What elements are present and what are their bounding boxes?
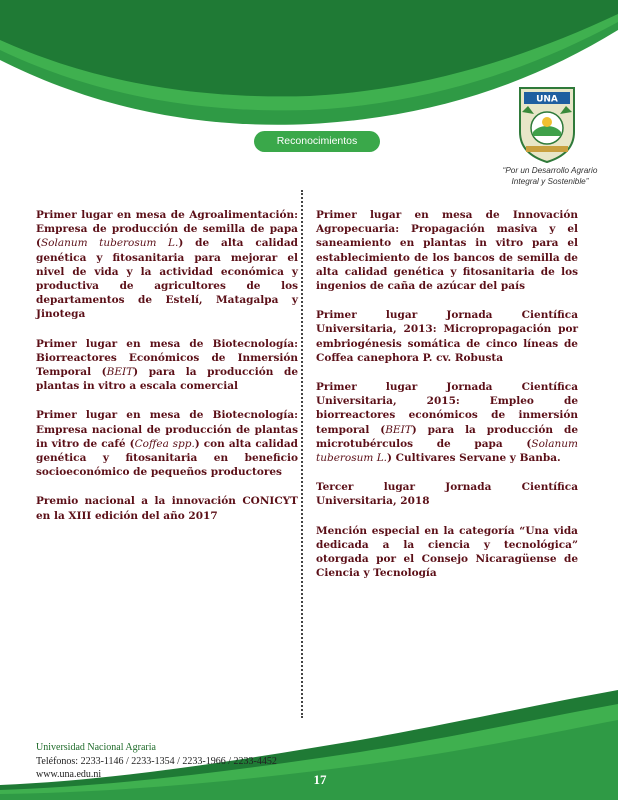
motto (488, 165, 612, 187)
award-item: Primer lugar en mesa de Innovación Agropecuaria: Propagación masiva y el saneamiento en plantas in vitro para el establecimiento de los bancos de semilla de alta calidad genética y fitosanitaria de los ingenios de caña de azúcar del país (316, 209, 578, 293)
award-item: Mención especial en la categoría “Una vida dedicada a la ciencia y tecnológica” otorgada por el Consejo Nicaragüense de Ciencia y Tecnología (316, 524, 578, 580)
motto-line: “Por un Desarrollo Agrario (502, 166, 598, 175)
university-logo (514, 84, 580, 164)
award-item: Primer lugar Jornada Científica Universitaria, 2015: Empleo de biorreactores económicos de inmersión temporal (BEIT) para la producción de microtubérculos de papa (Solanum tuberosum L.) Cultivares Servane y Banba. (316, 381, 579, 465)
footer-university: Universidad Nacional Agraria (36, 742, 156, 753)
svg-text:UNA: UNA (536, 94, 558, 105)
column-divider (301, 190, 303, 718)
page-number: 17 (313, 772, 327, 787)
left-column (36, 208, 298, 538)
footer-website[interactable]: www.una.edu.ni (36, 769, 102, 780)
award-item: Primer lugar en mesa de Agroalimentación: Empresa de producción de semilla de papa (Solanum tuberosum L.) de alta calidad genética y fitosanitaria para mejorar el nivel de vida y la actividad económica y productiva de agricultores de los departamentos de Estelí, Matagalpa y Jinotega (36, 209, 298, 321)
award-item: Premio nacional a la innovación CONICYT en la XIII edición del año 2017 (36, 495, 298, 522)
award-item: Primer lugar en mesa de Biotecnología: Biorreactores Económicos de Inmersión Temporal (BEIT) para la producción de plantas in vitro a escala comercial (36, 337, 298, 393)
section-label: Reconocimientos (254, 131, 380, 152)
award-item: Tercer lugar Jornada Científica Universitaria, 2018 (316, 481, 578, 508)
motto-line: Integral y Sostenible” (511, 177, 589, 186)
right-column (316, 208, 578, 595)
award-item: Primer lugar Jornada Científica Universitaria, 2013: Micropropagación por embriogénesis somática de cinco líneas de Coffea canephora P. cv. Robusta (316, 309, 578, 364)
footer (36, 741, 277, 782)
award-item: Primer lugar en mesa de Biotecnología: Empresa nacional de producción de plantas in vitro de café (Coffea spp.) con alta calidad genética y fitosanitaria en beneficio socioeconómico de pequeños productores (36, 409, 298, 479)
footer-phones: Teléfonos: 2233-1146 / 2233-1354 / 2233-1966 / 2233-4452 (36, 755, 277, 767)
